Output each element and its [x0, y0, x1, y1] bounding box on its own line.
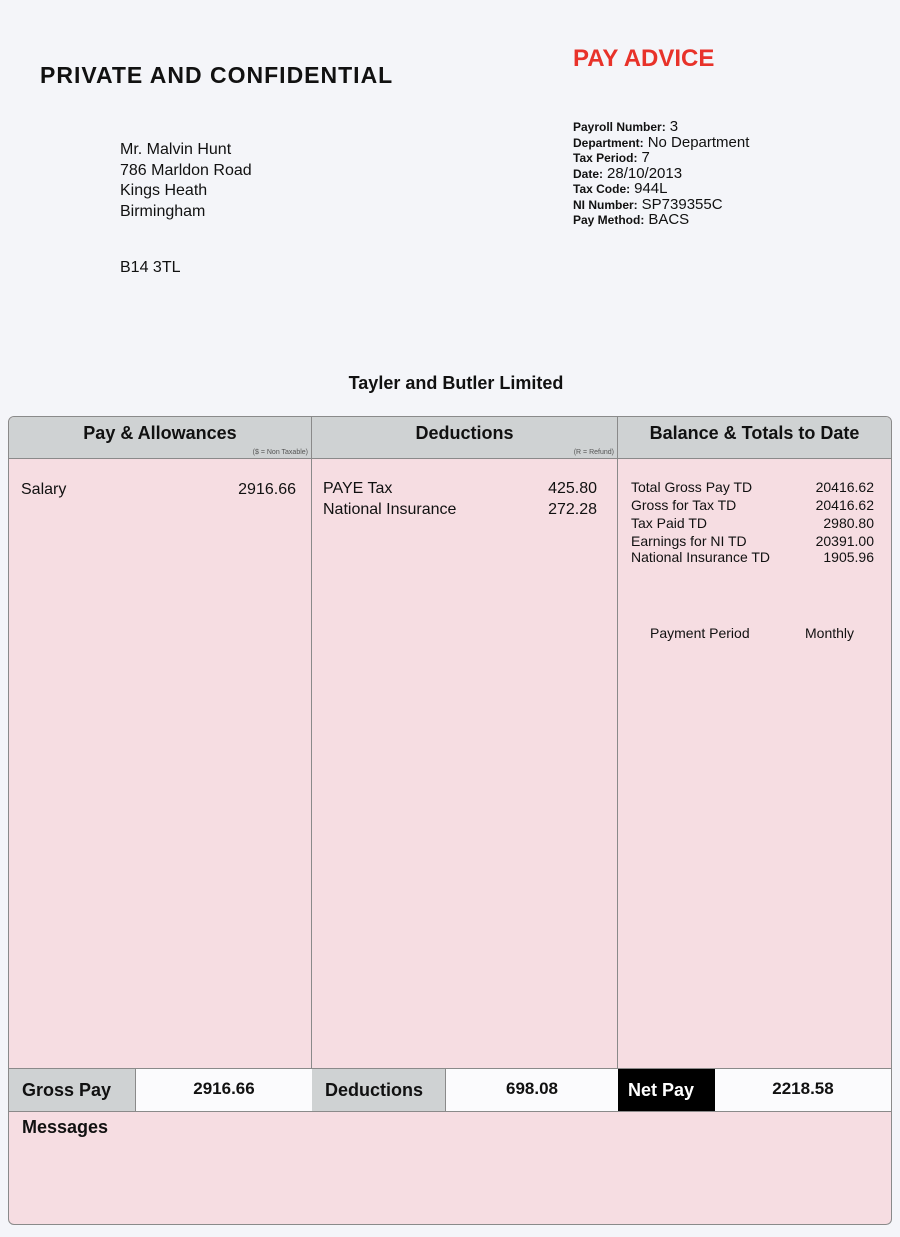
date-label: Date: [573, 166, 604, 181]
payroll-number-row [573, 118, 749, 134]
tax-code-value: 944L [634, 180, 668, 197]
total-td-amount: 20391.00 [815, 533, 874, 549]
pay-method-value: BACS [648, 211, 690, 228]
date-row [573, 165, 749, 181]
total-td-amount: 1905.96 [823, 549, 874, 565]
ni-number-value: SP739355C [641, 195, 723, 213]
balance-title: Balance & Totals to Date [649, 423, 860, 443]
messages-heading: Messages [22, 1117, 109, 1137]
payroll-number-value: 3 [669, 118, 679, 135]
deductions-header [312, 417, 617, 459]
deduction-item-label: National Insurance [323, 501, 457, 518]
pay-advice-title: PAY ADVICE [573, 45, 715, 72]
deduction-item-amount: 272.28 [548, 501, 597, 518]
net-pay-value: 2218.58 [715, 1069, 891, 1111]
address-line-1: 786 Marldon Road [120, 161, 252, 179]
total-td-amount: 2980.80 [823, 515, 874, 531]
address-postcode: B14 3TL [120, 259, 181, 276]
gross-pay-label: Gross Pay [9, 1069, 136, 1111]
total-td-amount: 20416.62 [815, 479, 874, 495]
department-row [573, 134, 749, 150]
pay-method-row [573, 211, 749, 227]
column-divider [617, 417, 618, 1068]
pay-method-label: Pay Method: [573, 213, 645, 227]
tax-period-label: Tax Period: [573, 151, 638, 165]
pay-item-label: Salary [21, 481, 67, 498]
total-td-amount: 20416.62 [815, 497, 874, 513]
column-divider [311, 417, 312, 1068]
total-td-label: Tax Paid TD [631, 515, 707, 531]
deductions-note: (R = Refund) [573, 449, 614, 456]
tax-code-row [573, 180, 749, 196]
employee-address [120, 140, 252, 222]
company-name: Tayler and Butler Limited [348, 373, 564, 393]
confidential-heading: PRIVATE AND CONFIDENTIAL [40, 62, 394, 88]
payroll-number-label: Payroll Number: [573, 120, 666, 134]
payslip-panel [8, 416, 892, 1225]
totals-bar [9, 1068, 891, 1112]
net-pay-label: Net Pay [618, 1069, 715, 1111]
tax-period-row [573, 149, 749, 165]
pay-allowances-header [9, 417, 311, 459]
ni-number-label: NI Number: [573, 197, 638, 212]
payment-period-value: Monthly [805, 625, 855, 641]
deduction-item-label: PAYE Tax [323, 480, 393, 497]
gross-pay-value: 2916.66 [136, 1069, 313, 1111]
date-value: 28/10/2013 [607, 164, 683, 182]
pay-allowances-title: Pay & Allowances [83, 423, 237, 443]
total-td-label: National Insurance TD [631, 549, 771, 565]
total-td-label: Total Gross Pay TD [631, 479, 753, 495]
total-td-label: Earnings for NI TD [631, 533, 747, 549]
department-label: Department: [573, 135, 644, 150]
department-value: No Department [647, 133, 750, 151]
pay-item-amount: 2916.66 [238, 481, 296, 498]
deductions-total-label: Deductions [312, 1069, 446, 1111]
pay-allowances-note: ($ = Non Taxable) [252, 449, 308, 456]
address-city: Birmingham [120, 202, 206, 220]
tax-period-value: 7 [641, 149, 650, 166]
deduction-item-amount: 425.80 [548, 480, 597, 497]
tax-code-label: Tax Code: [573, 182, 631, 196]
employee-name: Mr. Malvin Hunt [120, 141, 232, 158]
payroll-details [573, 118, 749, 227]
deductions-title: Deductions [415, 423, 514, 443]
payment-period-label: Payment Period [650, 625, 750, 641]
deductions-total-value: 698.08 [446, 1069, 619, 1111]
address-line-2: Kings Heath [120, 182, 208, 199]
balance-header [618, 417, 891, 459]
ni-number-row [573, 196, 749, 212]
total-td-label: Gross for Tax TD [631, 497, 737, 513]
